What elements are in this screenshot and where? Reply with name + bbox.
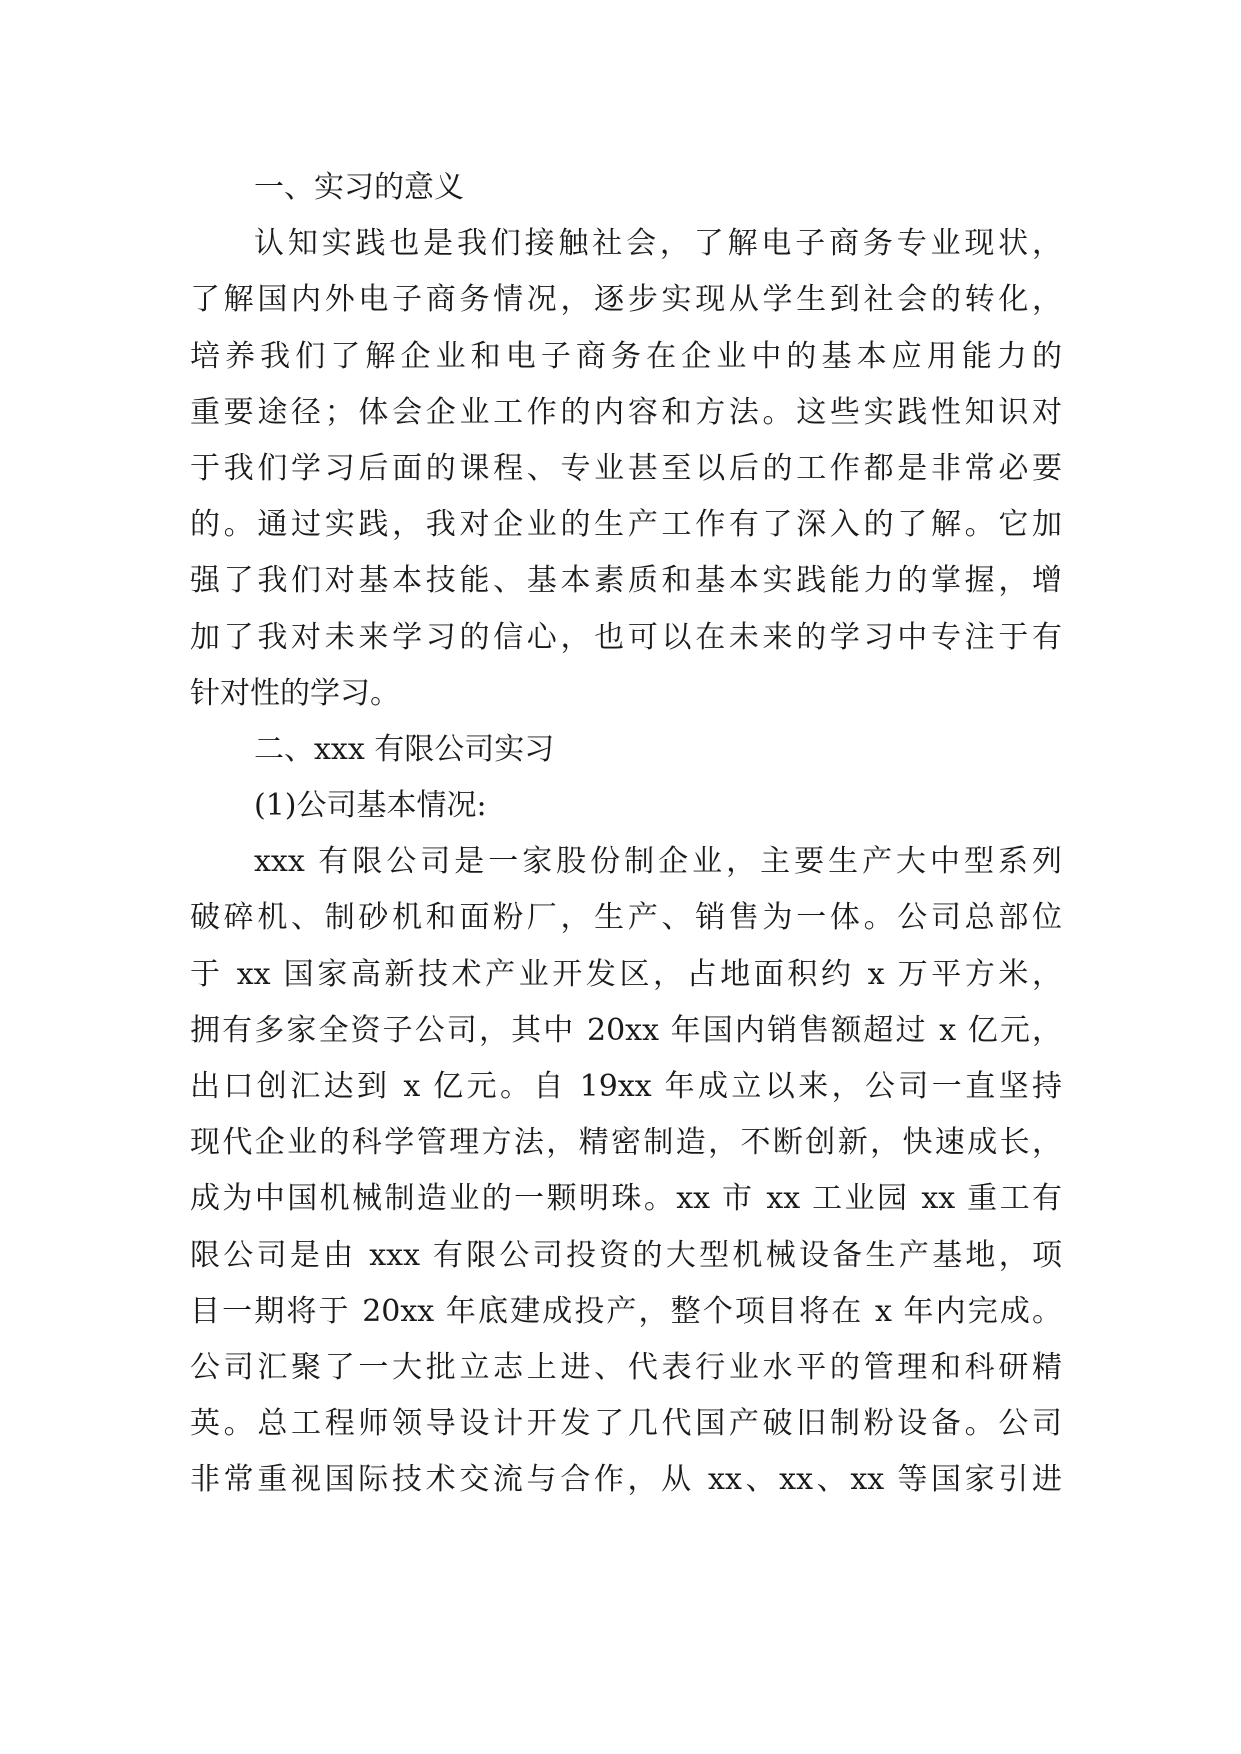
paragraph-line: 目一期将于 20xx 年底建成投产，整个项目将在 x 年内完成。 [190, 1293, 1062, 1329]
paragraph-line: 限公司是由 xxx 有限公司投资的大型机械设备生产基地，项 [190, 1237, 1062, 1273]
paragraph-line: 了解国内外电子商务情况，逐步实现从学生到社会的转化， [190, 282, 1062, 318]
paragraph-line: 出口创汇达到 x 亿元。自 19xx 年成立以来，公司一直坚持 [190, 1069, 1062, 1104]
paragraph-line: 于 xx 国家高新技术产业开发区，占地面积约 x 万平方米， [190, 956, 1062, 992]
subsection-heading-company-info: (1)公司基本情况: [254, 788, 487, 824]
paragraph-line: 加了我对未来学习的信心，也可以在未来的学习中专注于有 [190, 619, 1062, 655]
paragraph-line: 成为中国机械制造业的一颗明珠。xx 市 xx 工业园 xx 重工有 [190, 1181, 1062, 1217]
paragraph-line: xxx 有限公司是一家股份制企业，主要生产大中型系列 [254, 844, 1062, 880]
paragraph-line: 重要途径；体会企业工作的内容和方法。这些实践性知识对 [190, 394, 1062, 430]
paragraph-line: 现代企业的科学管理方法，精密制造，不断创新，快速成长， [190, 1125, 1062, 1161]
paragraph-line: 强了我们对基本技能、基本素质和基本实践能力的掌握，增 [190, 563, 1062, 599]
paragraph-line: 非常重视国际技术交流与合作，从 xx、xx、xx 等国家引进 [190, 1462, 1062, 1498]
paragraph-line: 针对性的学习。 [190, 675, 400, 711]
paragraph-line: 破碎机、制砂机和面粉厂，生产、销售为一体。公司总部位 [190, 900, 1062, 936]
section-heading-internship: 二、xxx 有限公司实习 [254, 731, 555, 767]
paragraph-line: 认知实践也是我们接触社会，了解电子商务专业现状， [254, 226, 1062, 262]
paragraph-line: 英。总工程师领导设计开发了几代国产破旧制粉设备。公司 [190, 1406, 1062, 1442]
paragraph-line: 拥有多家全资子公司，其中 20xx 年国内销售额超过 x 亿元， [190, 1012, 1062, 1048]
document-body [190, 160, 1062, 1509]
paragraph-line: 培养我们了解企业和电子商务在企业中的基本应用能力的 [190, 338, 1062, 374]
paragraph-line: 的。通过实践，我对企业的生产工作有了深入的了解。它加 [190, 507, 1062, 543]
paragraph-line: 公司汇聚了一大批立志上进、代表行业水平的管理和科研精 [190, 1349, 1062, 1385]
section-heading-significance: 一、实习的意义 [254, 170, 464, 205]
paragraph-line: 于我们学习后面的课程、专业甚至以后的工作都是非常必要 [190, 450, 1062, 486]
